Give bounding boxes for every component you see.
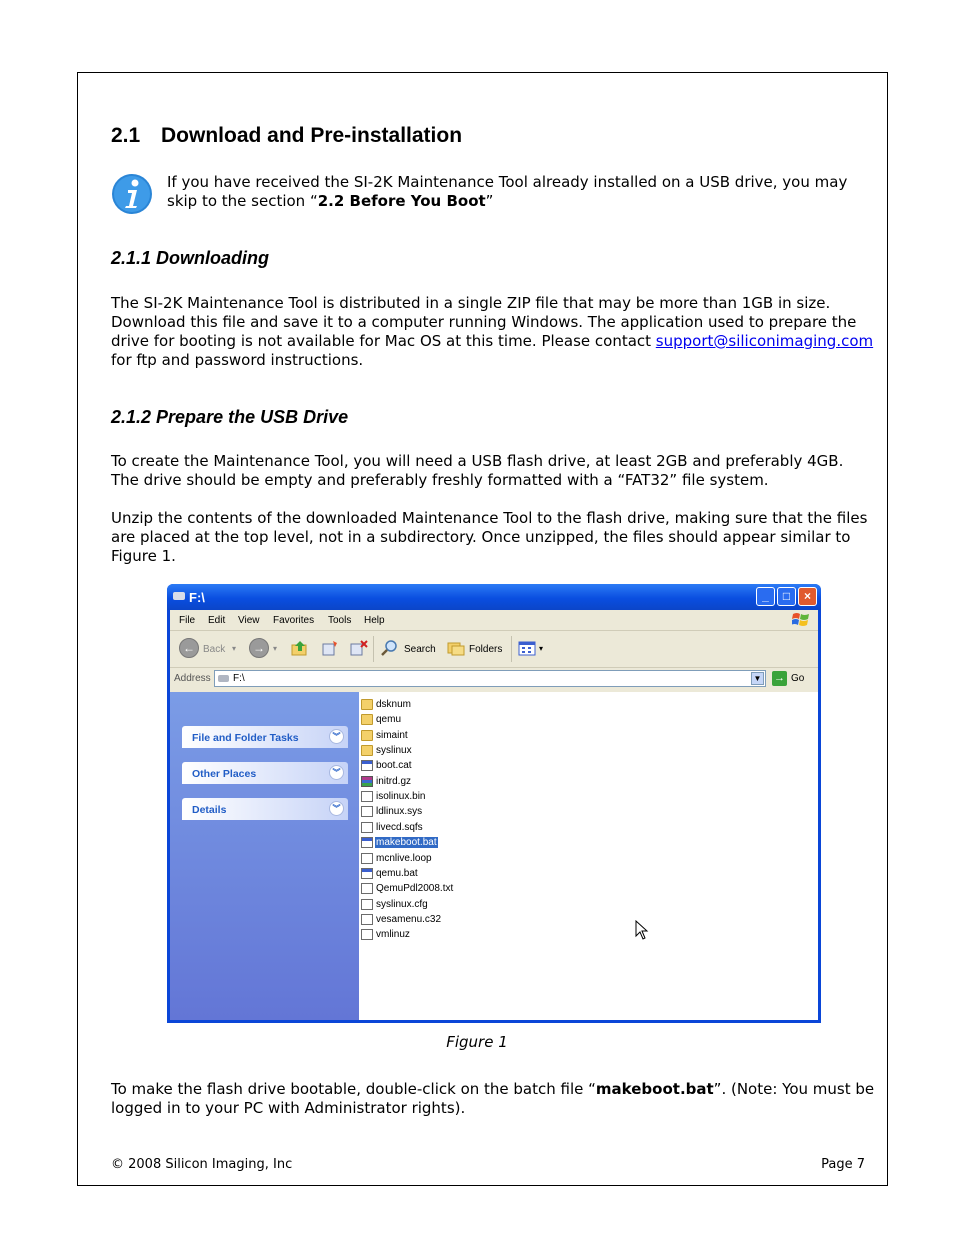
back-dropdown-icon[interactable]: ▾ [232, 644, 237, 653]
folder-icon [361, 730, 373, 741]
windows-logo-icon [792, 612, 810, 628]
skip-note [167, 173, 867, 211]
support-email-link[interactable]: support@siliconimaging.com [655, 332, 874, 350]
figure-caption: Figure 1 [446, 1033, 508, 1051]
file-list [359, 692, 818, 1020]
file-name: initrd.gz [376, 775, 412, 787]
address-bar [170, 668, 818, 690]
menu-file[interactable]: File [179, 615, 196, 626]
views-dropdown-icon[interactable]: ▾ [539, 644, 544, 653]
folder-icon [361, 714, 373, 725]
drive-icon [173, 592, 185, 600]
chevron-down-icon[interactable]: ︾ [329, 765, 344, 780]
file-name: QemuPdl2008.txt [376, 883, 454, 895]
makeboot-text-end: ”. (Note: You must be logged in to your PC with Administrator rights). [111, 1080, 875, 1117]
folder-icon [361, 699, 373, 710]
file-icon [361, 929, 373, 940]
task-panel-file-folder[interactable] [182, 726, 348, 748]
makeboot-paragraph [111, 1080, 876, 1118]
file-name: syslinux.cfg [376, 898, 428, 910]
file-icon [361, 883, 373, 894]
file-icon [361, 791, 373, 802]
back-label[interactable]: Back [203, 644, 226, 655]
toolbar-separator-2 [511, 636, 512, 662]
folders-icon[interactable] [447, 640, 465, 656]
info-icon [111, 173, 153, 215]
explorer-title: F:\ [189, 590, 205, 605]
file-icon [361, 822, 373, 833]
views-icon[interactable] [518, 640, 536, 656]
file-name: dsknum [376, 699, 412, 710]
file-name: boot.cat [376, 760, 412, 772]
folder-icon [361, 745, 373, 756]
section-heading [111, 124, 462, 148]
batch-file-icon [361, 837, 373, 848]
explorer-window [167, 584, 821, 1023]
task-panel-other-places[interactable] [182, 762, 348, 784]
address-field[interactable] [214, 670, 766, 687]
file-icon [361, 806, 373, 817]
file-name: isolinux.bin [376, 791, 426, 803]
downloading-text-end: for ftp and password instructions. [111, 351, 364, 369]
go-arrow-icon[interactable]: → [774, 672, 785, 684]
archive-icon [361, 776, 373, 787]
makeboot-filename: makeboot.bat [595, 1080, 714, 1098]
address-value: F:\ [233, 673, 245, 684]
address-drive-icon [218, 675, 229, 682]
batch-file-icon [361, 760, 373, 771]
maximize-button[interactable]: □ [777, 587, 796, 606]
task-pane [170, 692, 359, 1020]
back-arrow-icon[interactable]: ← [179, 638, 199, 658]
downloading-text: The SI-2K Maintenance Tool is distributed in a single ZIP file that may be more than 1GB in size. Download this file and save it to a computer running Windows. The application used to prepare the drive for booting is not available for Mac OS at this time. Please contact [111, 294, 857, 350]
note-text: If you have received the SI-2K Maintenance Tool already installed on a USB drive, you may skip to the section “ [167, 173, 848, 210]
file-name: ldlinux.sys [376, 806, 423, 818]
makeboot-text: To make the flash drive bootable, double-click on the batch file “ [111, 1080, 596, 1098]
chevron-down-icon[interactable]: ︾ [329, 801, 344, 816]
delete-icon[interactable] [350, 640, 368, 656]
downloading-paragraph [111, 294, 876, 370]
minimize-button[interactable]: _ [756, 587, 775, 606]
task-panel-label: Details [192, 804, 227, 816]
file-name: mcnlive.loop [376, 852, 432, 864]
note-text-end: ” [485, 192, 494, 210]
task-panel-details[interactable] [182, 798, 348, 820]
folders-label[interactable]: Folders [469, 644, 503, 655]
file-name: vmlinuz [376, 929, 410, 941]
prepare-paragraph-2: Unzip the contents of the downloaded Maintenance Tool to the flash drive, making sure that the files are placed at the top level, not in a subdirectory. Once unzipped, the files should appear similar to Figure 1. [111, 509, 868, 565]
section-title: Download and Pre-installation [161, 124, 463, 147]
explorer-client [170, 610, 818, 1020]
search-icon[interactable] [381, 640, 399, 656]
menu-favorites[interactable]: Favorites [273, 615, 315, 626]
section-number: 2.1 [111, 124, 141, 147]
menu-help[interactable]: Help [364, 615, 385, 626]
toolbar [170, 631, 818, 668]
task-panel-label: File and Folder Tasks [192, 732, 299, 744]
file-name: livecd.sqfs [376, 821, 423, 833]
chevron-down-icon[interactable]: ︾ [329, 729, 344, 744]
address-label: Address [174, 673, 211, 684]
forward-arrow-icon[interactable]: → [249, 638, 269, 658]
file-name: qemu [376, 714, 402, 726]
file-icon [361, 899, 373, 910]
file-name: syslinux [376, 745, 412, 757]
up-folder-icon[interactable] [291, 640, 309, 656]
footer-page-number: Page 7 [821, 1157, 865, 1172]
explorer-title-bar[interactable] [167, 584, 821, 610]
menu-view[interactable]: View [238, 615, 260, 626]
file-icon [361, 914, 373, 925]
move-to-icon[interactable] [321, 640, 339, 656]
file-name: qemu.bat [376, 867, 418, 879]
file-name: simaint [376, 729, 408, 741]
subsection-downloading-heading: 2.1.1 Downloading [111, 248, 270, 268]
batch-file-icon [361, 868, 373, 879]
prepare-paragraph-1: To create the Maintenance Tool, you will need a USB flash drive, at least 2GB and preferably 4GB. The drive should be empty and preferably freshly formatted with a “FAT32” file system. [111, 452, 844, 489]
note-section-ref: 2.2 Before You Boot [317, 192, 486, 210]
search-label[interactable]: Search [404, 644, 436, 655]
file-name: vesamenu.c32 [376, 913, 442, 925]
menu-edit[interactable]: Edit [208, 615, 226, 626]
mouse-cursor-icon [635, 920, 649, 940]
forward-dropdown-icon[interactable]: ▾ [273, 644, 278, 653]
task-panel-label: Other Places [192, 768, 257, 780]
file-icon [361, 853, 373, 864]
subsection-prepare-heading: 2.1.2 Prepare the USB Drive [111, 407, 349, 427]
footer-copyright: © 2008 Silicon Imaging, Inc [111, 1157, 293, 1172]
address-dropdown-icon[interactable]: ▼ [751, 672, 764, 685]
menu-tools[interactable]: Tools [328, 615, 352, 626]
toolbar-separator [373, 636, 374, 662]
go-button[interactable]: Go [791, 673, 805, 684]
menu-bar [170, 610, 818, 631]
file-name: makeboot.bat [376, 837, 437, 849]
close-button[interactable]: × [798, 587, 817, 606]
